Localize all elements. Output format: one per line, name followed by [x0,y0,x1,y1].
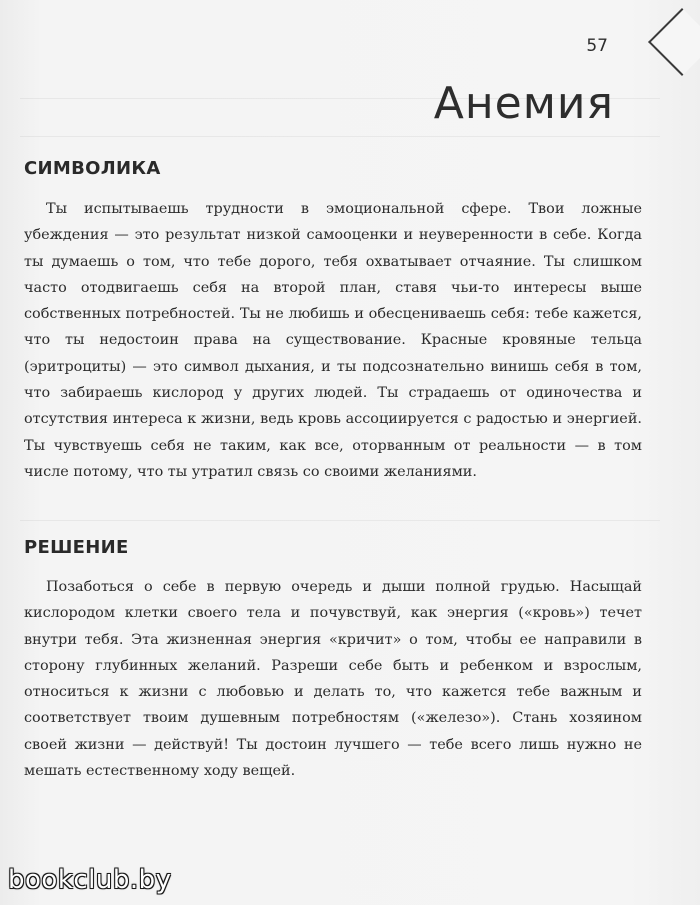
corner-tab-icon [648,8,700,76]
page-number: 57 [586,36,608,56]
chapter-title: Анемия [433,78,614,129]
bleed-through-line [20,136,660,137]
section-heading-solution: РЕШЕНИЕ [24,537,129,558]
section-text-solution: Позаботься о себе в первую очередь и дыши полной грудью. Насыщай кислородом клетки своего тела и почувствуй, как энергия («кровь») течет внутри тебя. Эта жизненная энергия «кричит» о том, чтобы ее направили в сторону глубинных желаний. Разреши себе быть и ребенком и взрослым, относиться к жизни с любовью и делать то, что кажется тебе важным и соответствует твоим душевным потребностям («железо»). Стань хозяином своей жизни — действуй! Ты достоин лучшего — тебе всего лишь нужно не мешать естественному ходу вещей. [24,579,642,780]
section-heading-symbolism: СИМВОЛИКА [24,158,161,179]
section-text-symbolism: Ты испытываешь трудности в эмоциональной сфере. Твои ложные убеждения — это результат низкой самооценки и неуверенности в себе. Когда ты думаешь о том, что тебе дорого, тебя охватывает отчаяние. Ты слишком часто отодвигаешь себя на второй план, ставя чьи-то интересы выше собственных потребностей. Ты не любишь и обесцениваешь себя: тебе кажется, что ты недостоин права на существование. Красные кровяные тельца (эритроциты) — это символ дыхания, и ты подсознательно винишь себя в том, что забираешь кислород у других людей. Ты страдаешь от одиночества и отсутствия интереса к жизни, ведь кровь ассоциируется с радостью и энергией. Ты чувствуешь себя не таким, как все, оторванным от реальности — в том числе потому, что ты утратил связь со своими желаниями. [24,201,642,480]
watermark-logo: bookclub.by [8,865,172,895]
bleed-through-line [20,520,660,521]
